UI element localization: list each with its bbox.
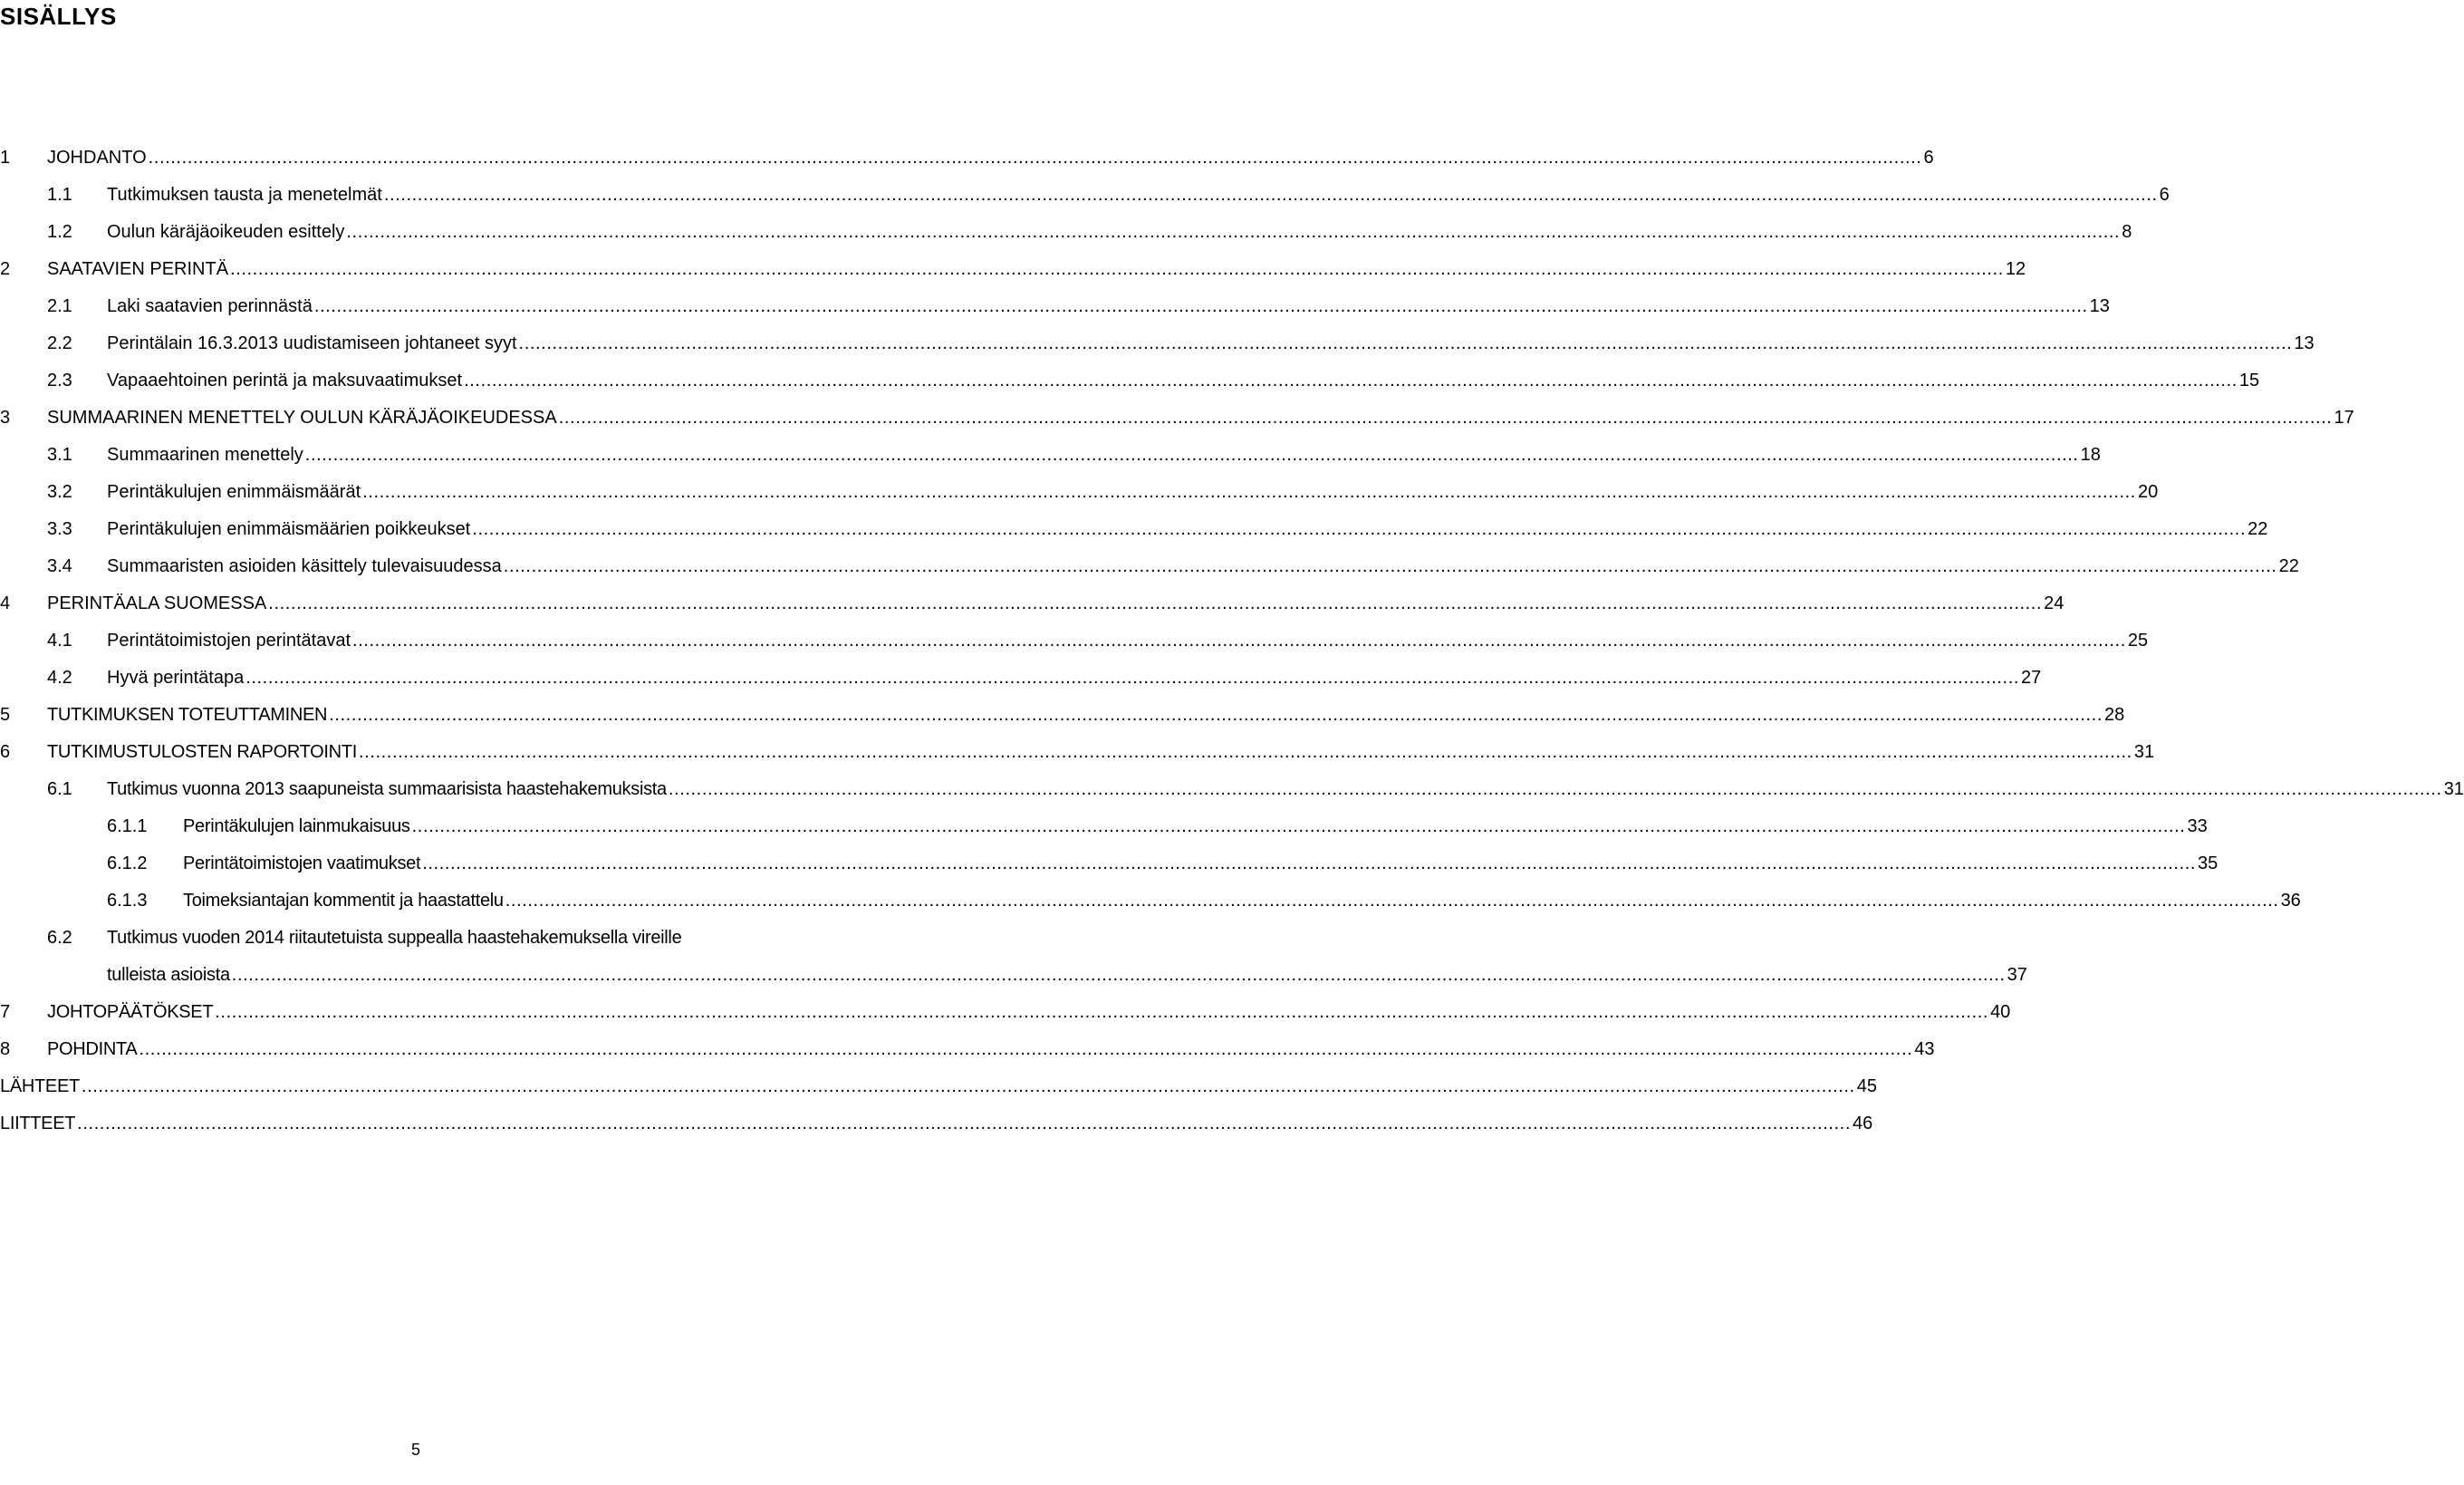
toc-entry-page: 12 — [2005, 259, 2026, 279]
toc-entry[interactable] — [0, 540, 2299, 577]
toc-dot-leader — [82, 1075, 1855, 1097]
toc-dot-leader — [352, 630, 2126, 651]
toc-entry-page: 46 — [1852, 1114, 1873, 1133]
toc-entry-number: 2.3 — [47, 371, 72, 391]
toc-entry-title: Summaarinen menettely — [107, 445, 303, 465]
toc-entry-title-line1: Tutkimus vuoden 2014 riitautetuista suppealla haastehakemuksella vireille — [107, 928, 682, 948]
toc-dot-leader — [504, 555, 2277, 577]
toc-entry-title: LIITTEET — [0, 1114, 76, 1133]
toc-entry-number: 2.2 — [47, 333, 72, 353]
toc-entry-title: Perintäkulujen enimmäismäärien poikkeukset — [107, 519, 471, 539]
toc-entry-page: 15 — [2238, 371, 2260, 391]
toc-entry[interactable] — [0, 206, 2132, 243]
toc-entry[interactable] — [0, 837, 2219, 874]
toc-dot-leader — [362, 481, 2136, 503]
toc-dot-leader — [232, 964, 2006, 986]
toc-entry-number: 3.1 — [47, 445, 72, 465]
toc-entry-number: 6 — [0, 742, 11, 762]
toc-entry[interactable] — [0, 1097, 1873, 1134]
toc-entry-title: SUMMAARINEN MENETTELY OULUN KÄRÄJÄOIKEUDESSA — [47, 408, 557, 428]
toc-entry-page: 45 — [1856, 1076, 1877, 1096]
toc-entry-page: 31 — [2133, 742, 2155, 762]
toc-entry-title: Tutkimus vuonna 2013 saapuneista summaarisista haastehakemuksista — [107, 779, 667, 799]
toc-entry-number: 4.1 — [47, 631, 72, 651]
toc-entry-title: Summaaristen asioiden käsittely tulevaisuudessa — [107, 556, 502, 576]
toc-entry-page: 40 — [1990, 1002, 2011, 1022]
toc-entry-title: SAATAVIEN PERINTÄ — [47, 259, 229, 279]
toc-entry-title: Laki saatavien perinnästä — [107, 296, 313, 316]
toc-entry-page: 8 — [2122, 222, 2132, 242]
toc-entry[interactable] — [0, 726, 2155, 763]
toc-entry-title: TUTKIMUSTULOSTEN RAPORTOINTI — [47, 742, 358, 762]
toc-entry-number: 6.1 — [47, 779, 72, 799]
toc-entry-number: 3.4 — [47, 556, 72, 576]
toc-entry-title: POHDINTA — [47, 1039, 138, 1059]
toc-entry[interactable] — [0, 800, 2208, 837]
page-title: SISÄLLYS — [0, 3, 117, 30]
toc-entry[interactable] — [0, 280, 2110, 317]
toc-dot-leader — [412, 815, 2186, 837]
toc-entry-title: TUTKIMUKSEN TOTEUTTAMINEN — [47, 705, 328, 725]
toc-dot-leader — [559, 407, 2333, 429]
toc-dot-leader — [346, 221, 2120, 243]
toc-dot-leader — [384, 184, 2158, 206]
toc-entry[interactable] — [0, 614, 2149, 651]
toc-entry-number: 1.2 — [47, 222, 72, 242]
toc-entry-page: 13 — [2294, 333, 2315, 353]
toc-entry-title: Hyvä perintätapa — [107, 668, 245, 688]
toc-entry[interactable] — [0, 503, 2268, 540]
toc-dot-leader — [139, 1038, 1912, 1060]
toc-entry-title: LÄHTEET — [0, 1076, 80, 1096]
toc-entry[interactable] — [0, 317, 2315, 354]
toc-entry[interactable] — [0, 243, 2026, 280]
toc-entry-continuation[interactable] — [0, 949, 2027, 986]
toc-dot-leader — [77, 1113, 1851, 1134]
toc-entry-number: 1 — [0, 148, 11, 168]
toc-entry[interactable] — [0, 874, 2301, 911]
toc-dot-leader — [329, 704, 2103, 726]
toc-dot-leader — [230, 258, 2004, 280]
toc-entry-title: PERINTÄALA SUOMESSA — [47, 593, 267, 613]
toc-entry[interactable] — [0, 169, 2170, 206]
toc-entry[interactable] — [0, 429, 2101, 466]
toc-entry-number: 3.2 — [47, 482, 72, 502]
toc-entry[interactable] — [0, 651, 2042, 689]
toc-entry[interactable] — [0, 1023, 1935, 1060]
toc-entry[interactable] — [0, 689, 2125, 726]
toc-dot-leader — [149, 147, 1922, 169]
toc-entry-number: 3.3 — [47, 519, 72, 539]
toc-entry-page: 18 — [2080, 445, 2101, 465]
toc-entry[interactable] — [0, 354, 2260, 391]
toc-entry-title: Perintätoimistojen vaatimukset — [183, 853, 421, 873]
toc-entry-page: 27 — [2021, 668, 2042, 688]
toc-dot-leader — [314, 295, 2088, 317]
toc-dot-leader — [472, 518, 2246, 540]
toc-entry-number: 7 — [0, 1002, 11, 1022]
toc-entry-number: 2 — [0, 259, 11, 279]
toc-entry-title: Vapaaehtoinen perintä ja maksuvaatimukset — [107, 371, 463, 391]
toc-dot-leader — [669, 778, 2442, 800]
toc-entry-title-line2: tulleista asioista — [107, 965, 230, 985]
toc-entry-page: 17 — [2334, 408, 2354, 428]
toc-entry[interactable] — [0, 466, 2159, 503]
toc-entry-title: Perintälain 16.3.2013 uudistamiseen johtaneet syyt — [107, 333, 517, 353]
toc-entry[interactable] — [0, 986, 2011, 1023]
toc-entry-number: 5 — [0, 705, 11, 725]
toc-entry-title: Oulun käräjäoikeuden esittely — [107, 222, 345, 242]
toc-entry-page: 35 — [2198, 853, 2219, 873]
toc-entry-page: 24 — [2044, 593, 2065, 613]
toc-entry-page: 37 — [2007, 965, 2027, 985]
toc-entry-title: JOHDANTO — [47, 148, 147, 168]
toc-entry-number: 6.1.3 — [107, 891, 148, 911]
table-of-contents — [0, 131, 2464, 1134]
toc-dot-leader — [305, 444, 2079, 466]
toc-entry-page: 13 — [2089, 296, 2110, 316]
toc-dot-leader — [215, 1001, 1988, 1023]
toc-entry-number: 4.2 — [47, 668, 72, 688]
toc-entry-number: 2.1 — [47, 296, 72, 316]
toc-entry-page: 6 — [2159, 185, 2170, 205]
toc-dot-leader — [359, 741, 2132, 763]
toc-entry-title: Perintätoimistojen perintätavat — [107, 631, 351, 651]
toc-entry-page: 28 — [2104, 705, 2125, 725]
toc-entry-number: 6.1.2 — [107, 853, 148, 873]
toc-entry-page: 22 — [2247, 519, 2268, 539]
toc-entry-title: Toimeksiantajan kommentit ja haastattelu — [183, 891, 504, 911]
toc-entry-title: Perintäkulujen enimmäismäärät — [107, 482, 361, 502]
toc-entry[interactable] — [0, 391, 2354, 429]
toc-dot-leader — [422, 853, 2196, 874]
toc-entry-title: Perintäkulujen lainmukaisuus — [183, 816, 410, 836]
toc-entry-page: 6 — [1923, 148, 1934, 168]
toc-dot-leader — [464, 370, 2238, 391]
toc-dot-leader — [519, 333, 2293, 354]
toc-entry-number: 8 — [0, 1039, 11, 1059]
toc-entry-page: 31 — [2443, 779, 2464, 799]
toc-entry-page: 25 — [2127, 631, 2149, 651]
toc-entry-page: 43 — [1914, 1039, 1935, 1059]
toc-entry-number: 3 — [0, 408, 11, 428]
toc-entry-number: 4 — [0, 593, 11, 613]
toc-entry[interactable] — [0, 131, 1934, 169]
toc-entry-page: 36 — [2280, 891, 2301, 911]
page-number: 5 — [410, 1441, 420, 1459]
toc-entry-number: 6.1.1 — [107, 816, 148, 836]
toc-entry[interactable] — [0, 911, 832, 949]
toc-dot-leader — [505, 890, 2279, 911]
toc-entry-number: 1.1 — [47, 185, 72, 205]
toc-entry[interactable] — [0, 577, 2065, 614]
toc-dot-leader — [268, 593, 2042, 614]
toc-entry[interactable] — [0, 1060, 1877, 1097]
toc-entry-page: 22 — [2278, 556, 2299, 576]
toc-entry[interactable] — [0, 763, 2464, 800]
toc-entry-number: 6.2 — [47, 928, 72, 948]
toc-entry-page: 20 — [2137, 482, 2159, 502]
toc-entry-title: Tutkimuksen tausta ja menetelmät — [107, 185, 382, 205]
toc-dot-leader — [245, 667, 2019, 689]
toc-entry-page: 33 — [2187, 816, 2208, 836]
toc-entry-title: JOHTOPÄÄTÖKSET — [47, 1002, 214, 1022]
